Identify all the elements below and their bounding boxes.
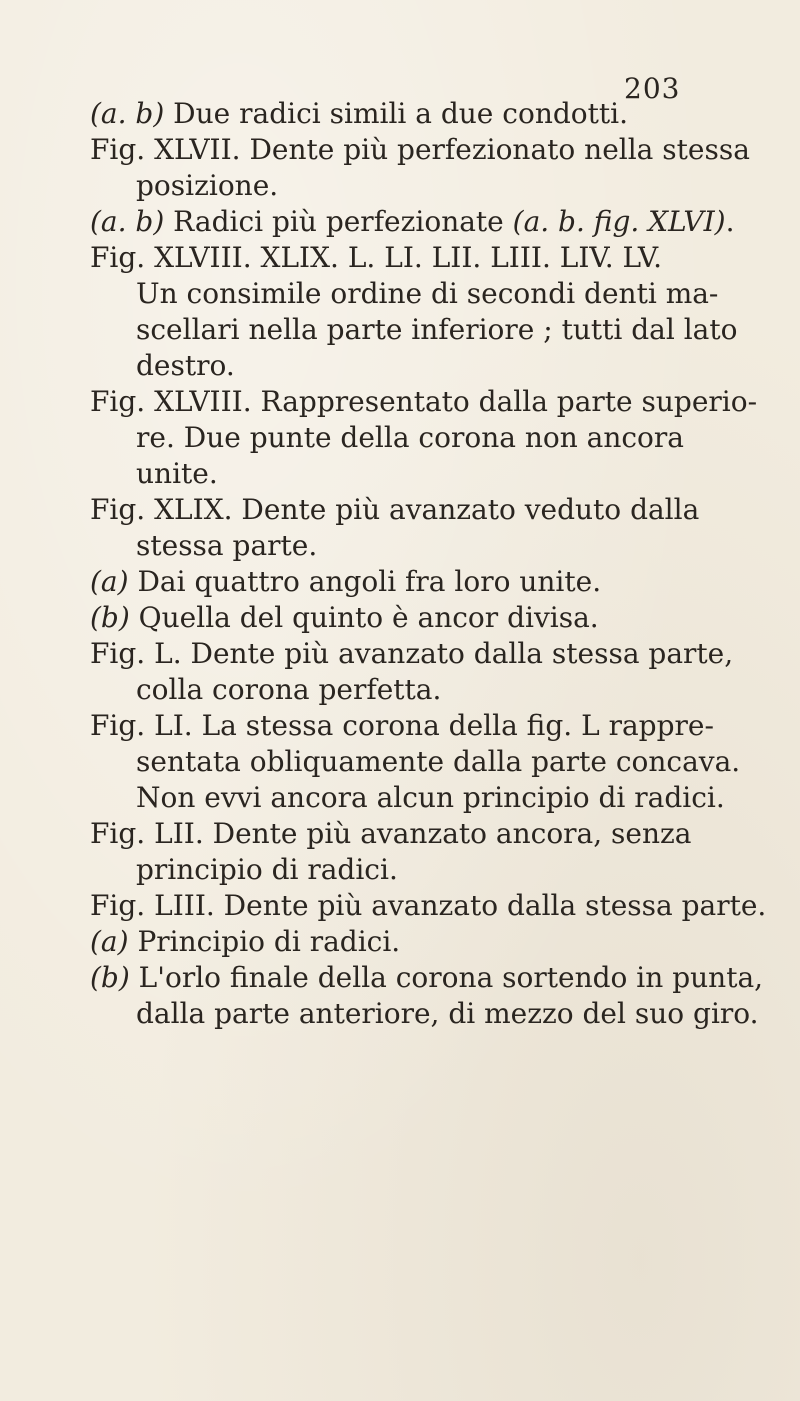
caption-line bbox=[90, 96, 628, 132]
caption-line: stessa parte. bbox=[136, 529, 318, 562]
caption-line: Non evvi ancora alcun principio di radici. bbox=[136, 781, 725, 814]
caption-text: Principio di radici. bbox=[128, 925, 401, 958]
caption-line bbox=[90, 960, 763, 996]
caption-text-end: . bbox=[725, 205, 735, 238]
caption-ref: (a) bbox=[90, 565, 129, 598]
caption-line: dalla parte anteriore, di mezzo del suo giro. bbox=[136, 997, 759, 1030]
caption-cross-reference: (a. b. fig. XLVI) bbox=[512, 205, 726, 238]
caption-line: posizione. bbox=[136, 169, 279, 202]
caption-line: Fig. XLVIII. XLIX. L. LI. LII. LIII. LIV. LV. bbox=[90, 241, 663, 274]
caption-line: Un consimile ordine di secondi denti ma- bbox=[136, 277, 719, 310]
caption-line: sentata obliquamente dalla parte concava. bbox=[136, 745, 741, 778]
caption-line: Fig. XLVIII. Rappresentato dalla parte superio- bbox=[90, 385, 758, 418]
caption-text: L'orlo finale della corona sortendo in punta, bbox=[129, 961, 764, 994]
caption-line: scellari nella parte inferiore ; tutti dal lato bbox=[136, 313, 738, 346]
caption-line: destro. bbox=[136, 349, 235, 382]
caption-text: Due radici simili a due condotti. bbox=[164, 97, 628, 130]
caption-line bbox=[90, 564, 601, 600]
caption-ref: (b) bbox=[90, 601, 130, 634]
caption-line: re. Due punte della corona non ancora bbox=[136, 421, 684, 454]
caption-text: Quella del quinto è ancor divisa. bbox=[129, 601, 599, 634]
caption-line: unite. bbox=[136, 457, 218, 490]
caption-line: Fig. LI. La stessa corona della fig. L rappre- bbox=[90, 709, 714, 742]
caption-line: Fig. XLVII. Dente più perfezionato nella stessa bbox=[90, 133, 750, 166]
caption-line: Fig. L. Dente più avanzato dalla stessa parte, bbox=[90, 637, 734, 670]
caption-ref: (b) bbox=[90, 961, 130, 994]
caption-line: Fig. LII. Dente più avanzato ancora, senza bbox=[90, 817, 692, 850]
caption-text: Radici più perfezionate bbox=[164, 205, 513, 238]
caption-text: Dai quattro angoli fra loro unite. bbox=[128, 565, 602, 598]
caption-ref: (a. b) bbox=[90, 205, 165, 238]
caption-line bbox=[90, 204, 735, 240]
caption-line: Fig. XLIX. Dente più avanzato veduto dalla bbox=[90, 493, 700, 526]
caption-ref: (a. b) bbox=[90, 97, 165, 130]
page-number: 203 bbox=[624, 72, 681, 105]
caption-ref: (a) bbox=[90, 925, 129, 958]
caption-line bbox=[90, 924, 400, 960]
caption-line: colla corona perfetta. bbox=[136, 673, 442, 706]
caption-line: principio di radici. bbox=[136, 853, 398, 886]
caption-line bbox=[90, 600, 599, 636]
caption-line: Fig. LIII. Dente più avanzato dalla stessa parte. bbox=[90, 889, 767, 922]
